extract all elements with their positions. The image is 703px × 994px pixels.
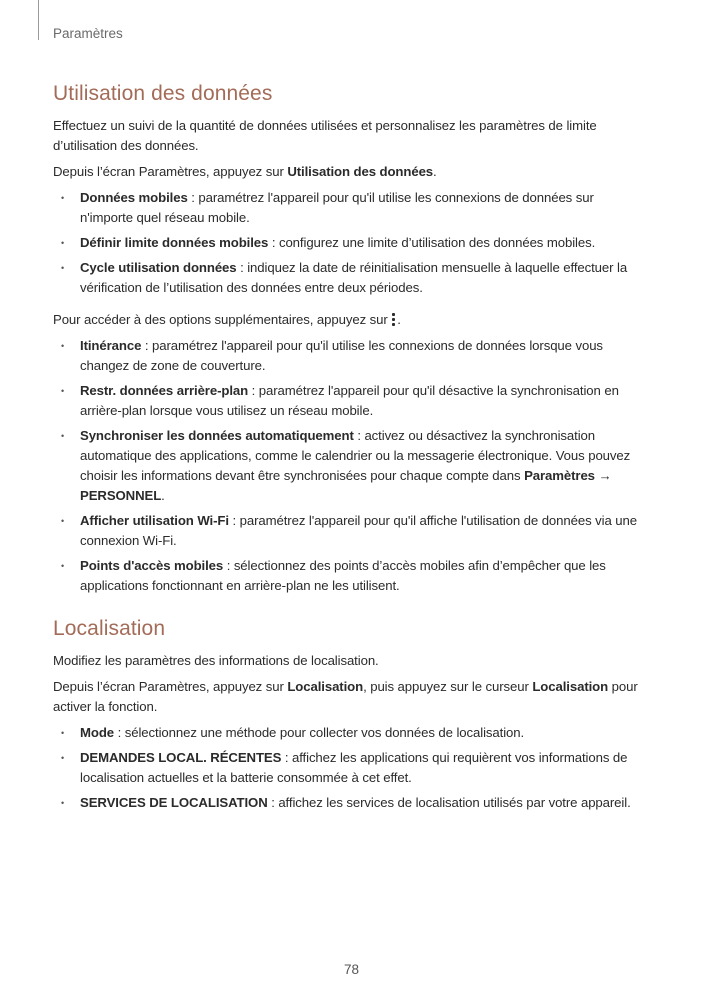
list-item: • Cycle utilisation données : indiquez la date de réinitialisation mensuelle à laquelle effectuer la vérification de l’utilisation des données entre deux périodes.	[53, 258, 649, 298]
list-item: • Itinérance : paramétrez l'appareil pour qu'il utilise les connexions de données lorsque vous changez de zone de couverture.	[53, 336, 649, 376]
data-usage-options-list	[53, 188, 649, 298]
page-content	[53, 80, 649, 818]
list-item: • Restr. données arrière-plan : paramétrez l'appareil pour qu'il désactive la synchronisation en arrière-plan lorsque vous utilisez un réseau mobile.	[53, 381, 649, 421]
list-item: • Afficher utilisation Wi-Fi : paramétrez l'appareil pour qu'il affiche l'utilisation de données via une connexion Wi-Fi.	[53, 511, 649, 551]
list-item: • DEMANDES LOCAL. RÉCENTES : affichez les applications qui requièrent vos informations de localisation actuelles et la batterie consommée à cet effet.	[53, 748, 649, 788]
list-item: • Synchroniser les données automatiquement : activez ou désactivez la synchronisation automatique des applications, comme le calendrier ou la messagerie électronique. Vous pouvez choisir les informations devant être synchronisées pour chaque compte dans Paramètres → PERSONNEL.	[53, 426, 649, 506]
more-options-instruction: Pour accéder à des options supplémentaires, appuyez sur .	[53, 312, 401, 327]
list-item: • Définir limite données mobiles : configurez une limite d’utilisation des données mobiles.	[53, 233, 649, 253]
more-vertical-icon	[392, 313, 396, 327]
location-intro: Modifiez les paramètres des informations de localisation.	[53, 653, 379, 668]
list-item: • Points d'accès mobiles : sélectionnez des points d’accès mobiles afin d’empêcher que les applications fonctionnant en arrière-plan ne les utilisent.	[53, 556, 649, 596]
list-item: • Mode : sélectionnez une méthode pour collecter vos données de localisation.	[53, 723, 649, 743]
header-rule	[38, 0, 39, 40]
list-item: • Données mobiles : paramétrez l'appareil pour qu'il utilise les connexions de données sur n'importe quel réseau mobile.	[53, 188, 649, 228]
page-number: 78	[343, 962, 360, 977]
data-usage-intro: Effectuez un suivi de la quantité de données utilisées et personnalisez les paramètres de limite d’utilisation des données.	[53, 118, 597, 153]
data-usage-path: Depuis l’écran Paramètres, appuyez sur Utilisation des données.	[53, 164, 437, 179]
list-item: • SERVICES DE LOCALISATION : affichez les services de localisation utilisés par votre appareil.	[53, 793, 649, 813]
location-options-list	[53, 723, 649, 813]
location-path: Depuis l’écran Paramètres, appuyez sur Localisation, puis appuyez sur le curseur Localisation pour activer la fonction.	[53, 679, 638, 714]
header-title: Paramètres	[53, 26, 123, 41]
more-options-list	[53, 336, 649, 596]
section-heading-location: Localisation	[53, 617, 166, 640]
section-heading-data-usage: Utilisation des données	[53, 82, 273, 105]
